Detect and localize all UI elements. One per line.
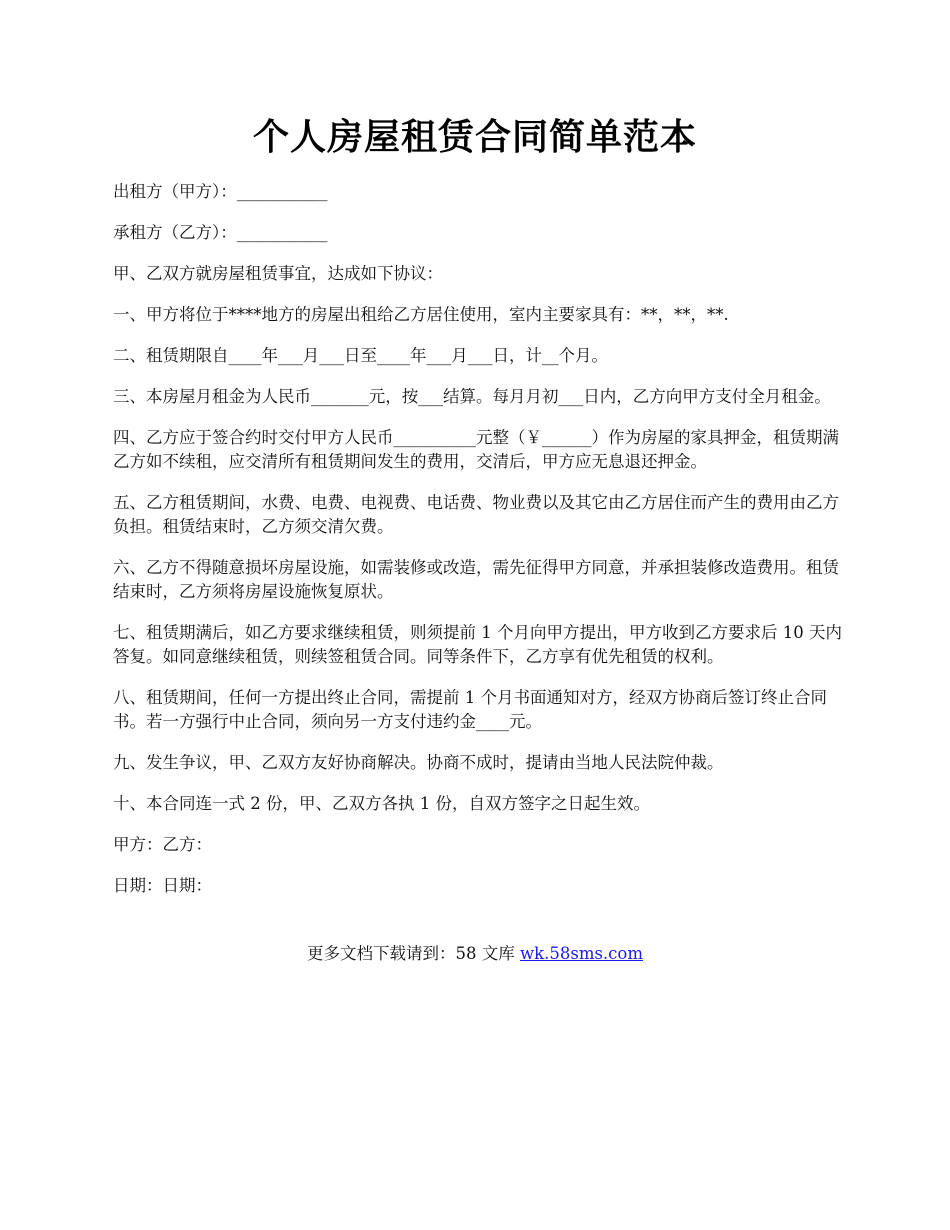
signature-line: 甲方：乙方： <box>113 835 212 854</box>
clause-10: 十、本合同连一式 2 份，甲、乙双方各执 1 份，自双方签字之日起生效。 <box>113 794 650 813</box>
clause-1: 一、甲方将位于****地方的房屋出租给乙方居住使用，室内主要家具有：**，**，**. <box>113 305 729 324</box>
agreement-intro: 甲、乙双方就房屋租赁事宜，达成如下协议： <box>113 264 443 283</box>
clause-2: 二、租赁期限自____年___月___日至____年___月___日，计__个月。 <box>113 346 608 365</box>
clause-5: 五、乙方租赁期间，水费、电费、电视费、电话费、物业费以及其它由乙方居住而产生的费用由乙方负担。租赁结束时，乙方须交清欠费。 <box>113 493 839 536</box>
clause-9: 九、发生争议，甲、乙双方友好协商解决。协商不成时，提请由当地人民法院仲裁。 <box>113 753 724 772</box>
clause-6: 六、乙方不得随意损坏房屋设施，如需装修或改造，需先征得甲方同意，并承担装修改造费用。租赁结束时，乙方须将房屋设施恢复原状。 <box>113 558 839 601</box>
footer-download-note <box>0 942 950 966</box>
footer-prefix: 更多文档下载请到：58 文库 <box>306 944 520 963</box>
footer-link[interactable]: wk.58sms.com <box>519 944 643 963</box>
page-title: 个人房屋租赁合同简单范本 <box>252 116 697 158</box>
lessor-line: 出租方（甲方）：___________ <box>113 182 328 201</box>
clause-4: 四、乙方应于签合约时交付甲方人民币__________元整（￥______）作为房屋的家具押金，租赁期满乙方如不续租，应交清所有租赁期间发生的费用，交清后，甲方应无息退还押金。 <box>113 428 839 471</box>
lessee-line: 承租方（乙方）：___________ <box>113 223 328 242</box>
clause-3: 三、本房屋月租金为人民币_______元，按___结算。每月月初___日内，乙方向甲方支付全月租金。 <box>113 387 831 406</box>
date-line: 日期：日期： <box>113 876 212 895</box>
clause-7: 七、租赁期满后，如乙方要求继续租赁，则须提前 1 个月向甲方提出，甲方收到乙方要求后 10 天内答复。如同意继续租赁，则续签租赁合同。同等条件下，乙方享有优先租赁的权利。 <box>113 623 842 666</box>
contract-body <box>113 180 853 915</box>
clause-8: 八、租赁期间，任何一方提出终止合同，需提前 1 个月书面通知对方，经双方协商后签订终止合同书。若一方强行中止合同，须向另一方支付违约金____元。 <box>113 688 827 731</box>
